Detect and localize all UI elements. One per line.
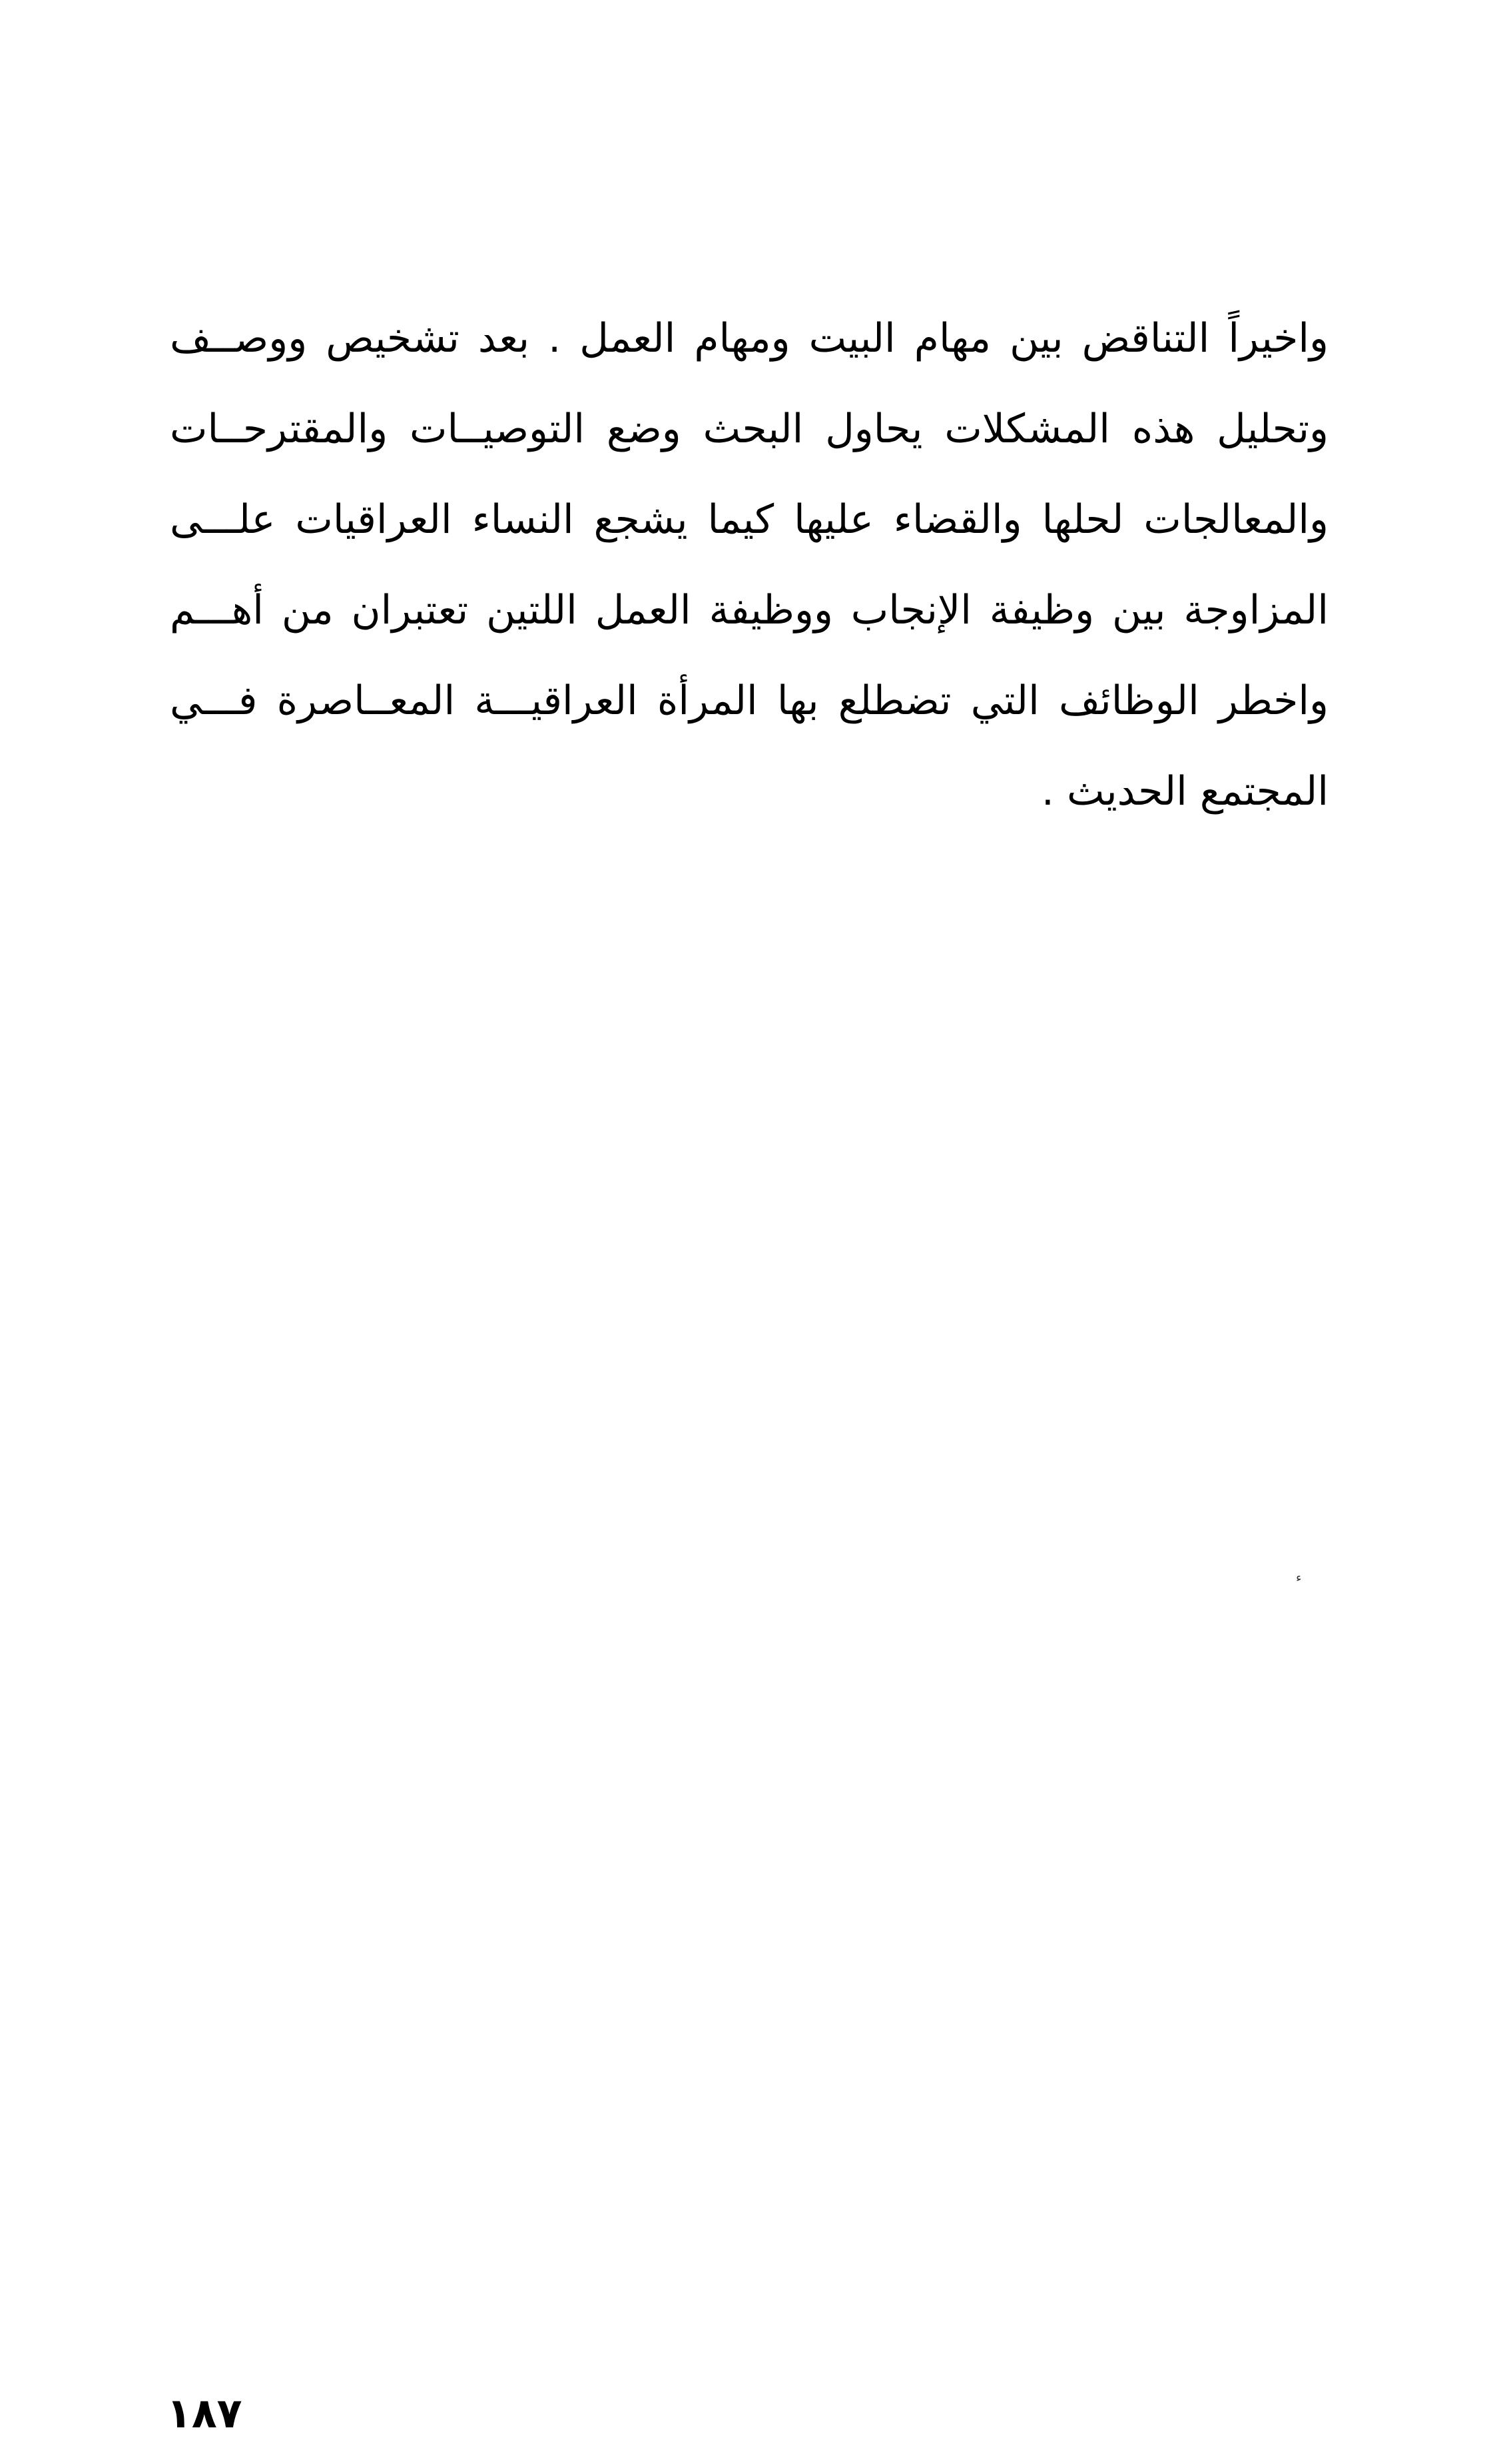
paragraph-line: وتحليل هذه المشكلات يحاول البحث وضع التوصيــات والمقترحــات (170, 406, 1329, 452)
stray-mark: ء (1296, 1571, 1302, 1585)
paragraph-line: والمعالجات لحلها والقضاء عليها كيما يشجع النساء العراقيات علـــى (170, 496, 1329, 543)
paragraph-line: واخيراً التناقض بين مهام البيت ومهام العمل . بعد تشخيص ووصــف (170, 315, 1329, 362)
page-number: ١٨٧ (166, 2389, 242, 2437)
paragraph-line: واخطر الوظائف التي تضطلع بها المرأة العراقيـــة المعــاصرة فـــي (170, 677, 1329, 724)
body-paragraph (170, 293, 1329, 837)
paragraph-line: المجتمع الحديث . (1041, 768, 1329, 815)
paragraph-line: المزاوجة بين وظيفة الإنجاب ووظيفة العمل اللتين تعتبران من أهـــم (170, 587, 1329, 633)
